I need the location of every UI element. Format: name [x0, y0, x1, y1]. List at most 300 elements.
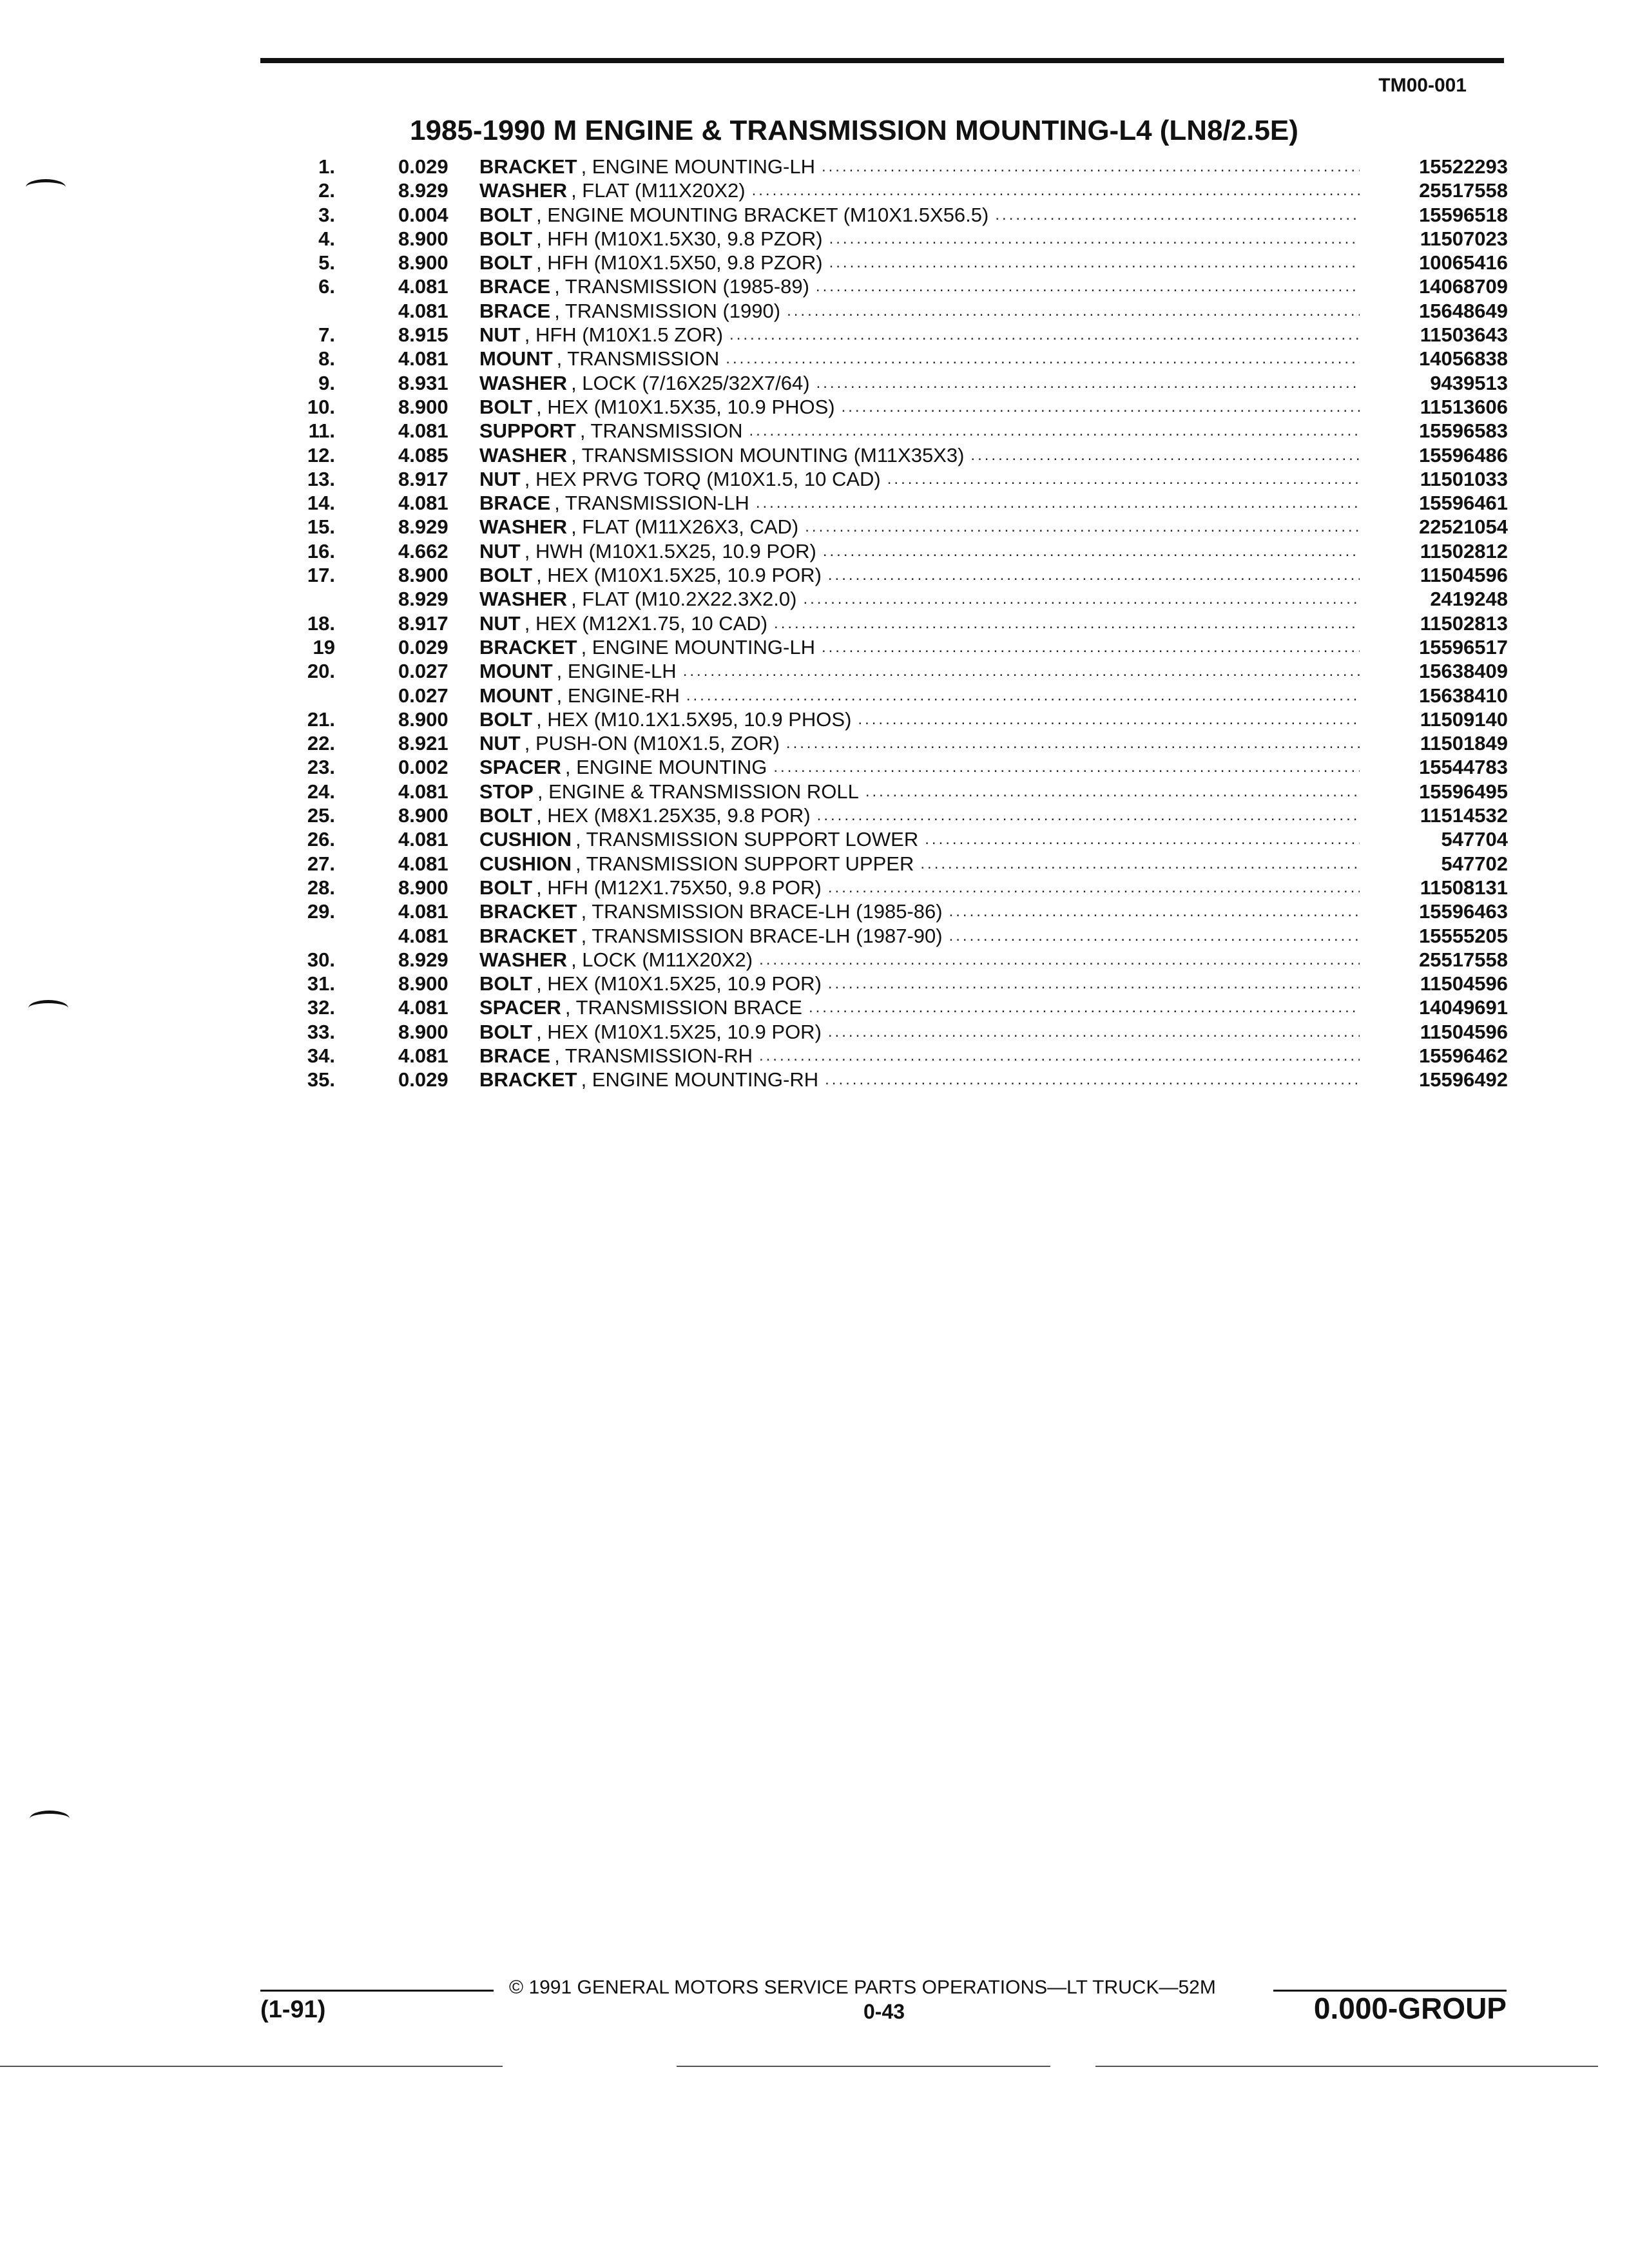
- item-spec: , HFH (M12X1.75X50, 9.8 POR): [536, 876, 822, 899]
- item-name: WASHER: [479, 588, 568, 611]
- item-name: BRACE: [479, 299, 551, 322]
- dot-leader: [918, 827, 1360, 851]
- item-spec: , ENGINE MOUNTING-RH: [581, 1068, 819, 1091]
- item-spec: , HEX (M12X1.75, 10 CAD): [524, 611, 768, 635]
- item-code: 8.929: [398, 588, 448, 611]
- part-number: 15596583: [1419, 419, 1508, 443]
- item-code: 4.081: [398, 996, 448, 1019]
- part-number: 15544783: [1419, 756, 1508, 779]
- scan-artifact-line: [0, 2066, 503, 2067]
- item-name: BRACKET: [479, 900, 577, 923]
- list-item: [284, 443, 1508, 467]
- item-name: NUT: [479, 323, 521, 347]
- item-code: 0.004: [398, 203, 448, 226]
- item-name: NUT: [479, 732, 521, 755]
- list-item: [284, 731, 1508, 755]
- item-spec: , ENGINE-RH: [556, 684, 680, 707]
- item-spec: , HEX (M10X1.5X35, 10.9 PHOS): [536, 395, 835, 418]
- item-spec: , ENGINE-LH: [556, 660, 677, 683]
- list-item: [284, 515, 1508, 539]
- item-name: NUT: [479, 539, 521, 562]
- item-description: [479, 948, 1360, 972]
- item-code: 8.900: [398, 227, 448, 250]
- item-number: 16.: [307, 539, 335, 562]
- item-description: [479, 1068, 1360, 1091]
- part-number: 15596462: [1419, 1044, 1508, 1067]
- item-code: 8.929: [398, 948, 448, 971]
- item-number: 1.: [318, 155, 335, 178]
- dot-leader: [822, 876, 1360, 899]
- part-number: 547704: [1441, 828, 1508, 851]
- part-number: 15648649: [1419, 299, 1508, 322]
- part-number: 547702: [1441, 852, 1508, 875]
- list-item: [284, 684, 1508, 707]
- list-item: [284, 1044, 1508, 1068]
- item-name: STOP: [479, 780, 534, 803]
- item-name: SUPPORT: [479, 419, 576, 443]
- list-item: [284, 539, 1508, 563]
- part-number: 11501849: [1420, 732, 1508, 755]
- item-code: 4.081: [398, 828, 448, 851]
- list-item: [284, 948, 1508, 972]
- item-spec: , FLAT (M10.2X22.3X2.0): [571, 588, 797, 611]
- item-spec: , ENGINE & TRANSMISSION ROLL: [537, 780, 859, 803]
- item-description: [479, 395, 1360, 419]
- item-description: [479, 827, 1360, 851]
- item-name: BRACKET: [479, 635, 577, 658]
- item-number: 13.: [307, 467, 335, 490]
- dot-leader: [822, 1020, 1360, 1044]
- item-spec: , HEX (M10X1.5X25, 10.9 POR): [536, 1020, 822, 1043]
- part-number: 15555205: [1419, 924, 1508, 947]
- part-number: 11504596: [1420, 564, 1508, 587]
- dot-leader: [780, 299, 1360, 323]
- part-number: 15596492: [1419, 1068, 1508, 1091]
- item-name: WASHER: [479, 179, 568, 202]
- part-number: 11514532: [1420, 804, 1508, 827]
- item-code: 0.002: [398, 756, 448, 779]
- dot-leader: [943, 899, 1360, 923]
- dot-leader: [753, 948, 1360, 972]
- item-spec: , TRANSMISSION SUPPORT UPPER: [575, 852, 914, 875]
- part-number: 25517558: [1419, 179, 1508, 202]
- item-name: MOUNT: [479, 684, 553, 707]
- dot-leader: [680, 684, 1360, 707]
- item-code: 8.900: [398, 395, 448, 418]
- part-number: 9439513: [1430, 371, 1508, 394]
- dot-leader: [767, 611, 1360, 635]
- item-description: [479, 995, 1360, 1019]
- list-item: [284, 876, 1508, 899]
- part-number: 15638410: [1419, 684, 1508, 707]
- dot-leader: [851, 707, 1360, 731]
- item-spec: , PUSH-ON (M10X1.5, ZOR): [524, 732, 780, 755]
- header-rule: [260, 58, 1504, 63]
- item-name: BOLT: [479, 395, 533, 418]
- item-code: 4.081: [398, 419, 448, 443]
- list-item: [284, 467, 1508, 491]
- item-number: 33.: [307, 1020, 335, 1043]
- list-item: [284, 852, 1508, 876]
- dot-leader: [822, 972, 1360, 995]
- item-spec: , HEX PRVG TORQ (M10X1.5, 10 CAD): [524, 467, 881, 490]
- item-name: WASHER: [479, 515, 568, 539]
- item-number: 6.: [318, 275, 335, 298]
- item-number: 5.: [318, 251, 335, 274]
- part-number: 15596463: [1419, 900, 1508, 923]
- part-number: 11508131: [1420, 876, 1508, 899]
- dot-leader: [823, 227, 1360, 251]
- dot-leader: [767, 755, 1360, 779]
- item-number: 21.: [307, 707, 335, 731]
- item-name: BOLT: [479, 707, 533, 731]
- item-spec: , HFH (M10X1.5X50, 9.8 PZOR): [536, 251, 823, 274]
- group-label: 0.000-GROUP: [1313, 1992, 1507, 2025]
- item-description: [479, 515, 1360, 539]
- list-item: [284, 347, 1508, 370]
- item-description: [479, 491, 1360, 515]
- list-item: [284, 155, 1508, 178]
- part-number: 15596486: [1419, 443, 1508, 466]
- part-number: 15638409: [1419, 660, 1508, 683]
- list-item: [284, 659, 1508, 683]
- dot-leader: [753, 1044, 1360, 1068]
- item-name: BOLT: [479, 972, 533, 995]
- part-number: 25517558: [1419, 948, 1508, 971]
- list-item: [284, 827, 1508, 851]
- dot-leader: [802, 995, 1360, 1019]
- item-spec: , HFH (M10X1.5X30, 9.8 PZOR): [536, 227, 823, 250]
- item-name: BRACKET: [479, 155, 577, 178]
- item-number: 3.: [318, 203, 335, 226]
- part-number: 14056838: [1419, 347, 1508, 370]
- part-number: 10065416: [1419, 251, 1508, 274]
- item-name: NUT: [479, 611, 521, 635]
- list-item: [284, 924, 1508, 948]
- item-code: 4.081: [398, 1044, 448, 1067]
- dot-leader: [809, 274, 1360, 298]
- item-description: [479, 587, 1360, 611]
- item-name: BOLT: [479, 564, 533, 587]
- footer-rule-left: [260, 1990, 494, 1992]
- dot-leader: [796, 587, 1360, 611]
- list-item: [284, 178, 1508, 202]
- dot-leader: [746, 178, 1360, 202]
- item-spec: , TRANSMISSION (1985-89): [554, 275, 809, 298]
- item-number: 18.: [307, 611, 335, 635]
- item-number: 2.: [318, 179, 335, 202]
- item-name: WASHER: [479, 443, 568, 466]
- item-spec: , TRANSMISSION-RH: [554, 1044, 753, 1067]
- part-number: 11503643: [1420, 323, 1508, 347]
- item-number: 22.: [307, 732, 335, 755]
- item-number: 30.: [307, 948, 335, 971]
- item-name: BOLT: [479, 227, 533, 250]
- item-code: 4.081: [398, 780, 448, 803]
- item-name: BOLT: [479, 203, 533, 226]
- page-title: 1985-1990 M ENGINE & TRANSMISSION MOUNTING-L4 (LN8/2.5E): [410, 115, 1298, 146]
- item-number: 11.: [308, 419, 335, 443]
- item-number: 15.: [307, 515, 335, 539]
- item-code: 0.029: [398, 635, 448, 658]
- item-description: [479, 684, 1360, 707]
- dot-leader: [835, 395, 1360, 419]
- list-item: [284, 274, 1508, 298]
- hole-punch-mark: [28, 1000, 68, 1016]
- item-number: 31.: [307, 972, 335, 995]
- item-spec: , HEX (M10.1X1.5X95, 10.9 PHOS): [536, 707, 852, 731]
- part-number: 14049691: [1419, 996, 1508, 1019]
- list-item: [284, 780, 1508, 803]
- item-code: 4.081: [398, 852, 448, 875]
- item-code: 8.900: [398, 972, 448, 995]
- item-spec: , TRANSMISSION: [556, 347, 720, 370]
- item-name: MOUNT: [479, 660, 553, 683]
- publication-date: (1-91): [260, 1996, 326, 2023]
- item-description: [479, 299, 1360, 323]
- item-number: 32.: [307, 996, 335, 1019]
- item-number: 4.: [318, 227, 335, 250]
- item-number: 25.: [307, 804, 335, 827]
- item-number: 9.: [318, 371, 335, 394]
- item-description: [479, 1044, 1360, 1068]
- item-description: [479, 371, 1360, 395]
- item-description: [479, 1020, 1360, 1044]
- list-item: [284, 419, 1508, 443]
- list-item: [284, 1068, 1508, 1091]
- item-code: 8.929: [398, 515, 448, 539]
- item-name: CUSHION: [479, 852, 572, 875]
- item-code: 4.662: [398, 539, 448, 562]
- dot-leader: [823, 251, 1360, 274]
- item-spec: , LOCK (M11X20X2): [571, 948, 753, 971]
- list-item: [284, 803, 1508, 827]
- item-number: 14.: [307, 492, 335, 515]
- item-code: 8.900: [398, 564, 448, 587]
- item-spec: , TRANSMISSION-LH: [554, 492, 749, 515]
- dot-leader: [914, 852, 1360, 876]
- item-number: 29.: [307, 900, 335, 923]
- item-code: 8.900: [398, 251, 448, 274]
- item-description: [479, 563, 1360, 587]
- list-item: [284, 611, 1508, 635]
- item-spec: , TRANSMISSION BRACE-LH (1985-86): [581, 900, 943, 923]
- item-description: [479, 323, 1360, 347]
- item-code: 4.081: [398, 299, 448, 322]
- item-description: [479, 659, 1360, 683]
- hole-punch-mark: [26, 179, 66, 195]
- dot-leader: [743, 419, 1360, 443]
- item-name: BRACE: [479, 275, 551, 298]
- item-number: 19: [313, 635, 335, 658]
- part-number: 11509140: [1420, 707, 1508, 731]
- item-spec: , HEX (M10X1.5X25, 10.9 POR): [536, 564, 822, 587]
- item-spec: , TRANSMISSION (1990): [554, 299, 781, 322]
- list-item: [284, 299, 1508, 323]
- item-name: SPACER: [479, 996, 561, 1019]
- item-name: WASHER: [479, 948, 568, 971]
- list-item: [284, 635, 1508, 659]
- list-item: [284, 491, 1508, 515]
- part-number: 15522293: [1419, 155, 1508, 178]
- item-name: BRACKET: [479, 924, 577, 947]
- item-spec: , TRANSMISSION SUPPORT LOWER: [575, 828, 919, 851]
- item-description: [479, 274, 1360, 298]
- item-code: 4.081: [398, 492, 448, 515]
- part-number: 15596518: [1419, 203, 1508, 226]
- item-description: [479, 347, 1360, 370]
- part-number: 22521054: [1419, 515, 1508, 539]
- part-number: 15596517: [1419, 635, 1508, 658]
- item-code: 8.900: [398, 1020, 448, 1043]
- item-spec: , TRANSMISSION MOUNTING (M11X35X3): [571, 443, 965, 466]
- item-description: [479, 419, 1360, 443]
- scan-artifact-line: [1095, 2066, 1598, 2067]
- item-code: 8.900: [398, 876, 448, 899]
- dot-leader: [816, 539, 1360, 563]
- part-number: 15596461: [1419, 492, 1508, 515]
- item-name: BRACKET: [479, 1068, 577, 1091]
- item-code: 4.081: [398, 275, 448, 298]
- list-item: [284, 395, 1508, 419]
- item-number: 35.: [307, 1068, 335, 1091]
- list-item: [284, 972, 1508, 995]
- item-description: [479, 635, 1360, 659]
- item-code: 0.027: [398, 684, 448, 707]
- copyright-notice: © 1991 GENERAL MOTORS SERVICE PARTS OPERATIONS—LT TRUCK—52M: [509, 1977, 1216, 1998]
- item-spec: , FLAT (M11X26X3, CAD): [571, 515, 799, 539]
- item-code: 0.029: [398, 1068, 448, 1091]
- item-code: 8.900: [398, 707, 448, 731]
- list-item: [284, 227, 1508, 251]
- dot-leader: [798, 515, 1360, 539]
- item-number: 17.: [307, 564, 335, 587]
- part-number: 14068709: [1419, 275, 1508, 298]
- item-spec: , LOCK (7/16X25/32X7/64): [571, 371, 810, 394]
- list-item: [284, 323, 1508, 347]
- item-number: 7.: [318, 323, 335, 347]
- dot-leader: [943, 924, 1360, 948]
- dot-leader: [811, 803, 1360, 827]
- item-description: [479, 972, 1360, 995]
- item-spec: , HEX (M10X1.5X25, 10.9 POR): [536, 972, 822, 995]
- list-item: [284, 707, 1508, 731]
- list-item: [284, 251, 1508, 274]
- item-spec: , HEX (M8X1.25X35, 9.8 POR): [536, 804, 811, 827]
- item-description: [479, 755, 1360, 779]
- dot-leader: [818, 1068, 1360, 1091]
- item-code: 4.085: [398, 443, 448, 466]
- item-number: 20.: [307, 660, 335, 683]
- item-description: [479, 611, 1360, 635]
- item-spec: , TRANSMISSION: [579, 419, 743, 443]
- item-spec: , HWH (M10X1.5X25, 10.9 POR): [524, 539, 816, 562]
- item-spec: , TRANSMISSION BRACE-LH (1987-90): [581, 924, 943, 947]
- item-code: 8.931: [398, 371, 448, 394]
- dot-leader: [810, 371, 1360, 395]
- item-code: 8.921: [398, 732, 448, 755]
- item-description: [479, 731, 1360, 755]
- item-description: [479, 227, 1360, 251]
- item-spec: , FLAT (M11X20X2): [571, 179, 746, 202]
- document-code: TM00-001: [1378, 75, 1467, 96]
- part-number: 11513606: [1420, 395, 1508, 418]
- list-item: [284, 995, 1508, 1019]
- item-code: 8.900: [398, 804, 448, 827]
- item-name: WASHER: [479, 371, 568, 394]
- part-number: 11501033: [1420, 467, 1508, 490]
- item-spec: , TRANSMISSION BRACE: [564, 996, 802, 1019]
- item-description: [479, 899, 1360, 923]
- dot-leader: [988, 203, 1360, 227]
- item-description: [479, 876, 1360, 899]
- item-description: [479, 852, 1360, 876]
- dot-leader: [815, 155, 1360, 178]
- item-code: 4.081: [398, 900, 448, 923]
- list-item: [284, 203, 1508, 227]
- item-description: [479, 780, 1360, 803]
- item-name: NUT: [479, 467, 521, 490]
- item-description: [479, 155, 1360, 178]
- list-item: [284, 1020, 1508, 1044]
- part-number: 15596495: [1419, 780, 1508, 803]
- item-number: 27.: [307, 852, 335, 875]
- item-code: 8.917: [398, 611, 448, 635]
- item-name: CUSHION: [479, 828, 572, 851]
- item-number: 28.: [307, 876, 335, 899]
- item-code: 8.929: [398, 179, 448, 202]
- item-description: [479, 467, 1360, 491]
- item-name: BOLT: [479, 1020, 533, 1043]
- item-name: BOLT: [479, 876, 533, 899]
- item-code: 4.081: [398, 347, 448, 370]
- list-item: [284, 587, 1508, 611]
- part-number: 2419248: [1430, 588, 1508, 611]
- item-number: 34.: [307, 1044, 335, 1067]
- item-description: [479, 539, 1360, 563]
- dot-leader: [859, 780, 1360, 803]
- item-number: 24.: [307, 780, 335, 803]
- item-spec: , ENGINE MOUNTING-LH: [581, 155, 815, 178]
- item-spec: , HFH (M10X1.5 ZOR): [524, 323, 724, 347]
- item-spec: , ENGINE MOUNTING BRACKET (M10X1.5X56.5): [536, 203, 989, 226]
- parts-list: [284, 155, 1508, 1092]
- dot-leader: [677, 659, 1360, 683]
- dot-leader: [780, 731, 1360, 755]
- part-number: 11502812: [1420, 539, 1508, 562]
- item-number: 8.: [318, 347, 335, 370]
- dot-leader: [881, 467, 1360, 491]
- hole-punch-mark: [30, 1811, 70, 1827]
- item-code: 8.917: [398, 467, 448, 490]
- dot-leader: [815, 635, 1360, 659]
- item-name: BOLT: [479, 251, 533, 274]
- part-number: 11507023: [1420, 227, 1508, 250]
- item-code: 8.915: [398, 323, 448, 347]
- item-number: 26.: [307, 828, 335, 851]
- item-name: MOUNT: [479, 347, 553, 370]
- item-name: SPACER: [479, 756, 561, 779]
- part-number: 11504596: [1420, 972, 1508, 995]
- item-number: 10.: [307, 395, 335, 418]
- part-number: 11504596: [1420, 1020, 1508, 1043]
- item-name: BRACE: [479, 1044, 551, 1067]
- item-description: [479, 707, 1360, 731]
- item-code: 4.081: [398, 924, 448, 947]
- list-item: [284, 563, 1508, 587]
- dot-leader: [719, 347, 1360, 370]
- item-description: [479, 251, 1360, 274]
